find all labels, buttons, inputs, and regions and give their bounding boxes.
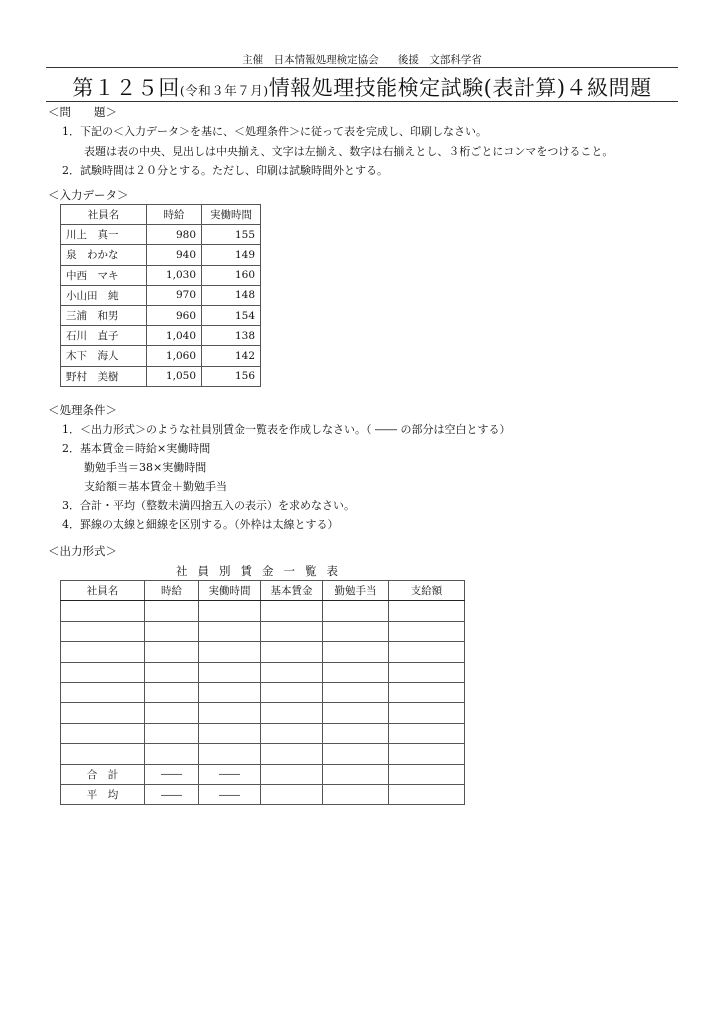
employee-name: 川上 真一: [61, 225, 147, 245]
work-hours: 138: [202, 326, 261, 346]
col-header-name: 社員名: [61, 205, 147, 225]
input-header-row: [61, 205, 261, 225]
table-row: [61, 682, 465, 702]
hourly-wage: 1,060: [147, 346, 202, 366]
conditions-heading: ＜処理条件＞: [48, 403, 117, 417]
work-hours: 149: [202, 245, 261, 265]
work-hours: 160: [202, 265, 261, 285]
table-row: [61, 285, 261, 305]
hourly-wage: 1,040: [147, 326, 202, 346]
employee-name: 泉 わかな: [61, 245, 147, 265]
hourly-wage: 980: [147, 225, 202, 245]
table-row: [61, 245, 261, 265]
problem-line-3: 2．試験時間は２０分とする。ただし、印刷は試験時間外とする。: [62, 164, 388, 177]
blank-marker: ――: [145, 764, 199, 784]
title-rest: 情報処理技能検定試験(表計算)４級問題: [268, 76, 652, 100]
employee-name: 野村 美樹: [61, 366, 147, 386]
employee-name: 中西 マキ: [61, 265, 147, 285]
table-row: [61, 366, 261, 386]
supporter-text: 後援 文部科学省: [397, 54, 482, 66]
out-col-allowance: 勤勉手当: [323, 581, 389, 601]
top-rule: [46, 67, 678, 68]
out-col-wage: 時給: [145, 581, 199, 601]
employee-name: 三浦 和男: [61, 305, 147, 325]
hourly-wage: 1,030: [147, 265, 202, 285]
work-hours: 142: [202, 346, 261, 366]
table-row: [61, 621, 465, 641]
table-row: [61, 225, 261, 245]
condition-line-5: 3．合計・平均（整数未満四捨五入の表示）を求めなさい。: [62, 499, 355, 512]
input-data-table: [60, 204, 261, 387]
table-row: [61, 305, 261, 325]
employee-name: 石川 直子: [61, 326, 147, 346]
average-row: [61, 784, 465, 804]
col-header-wage: 時給: [147, 205, 202, 225]
output-format-heading: ＜出力形式＞: [48, 544, 117, 558]
employee-name: 木下 海人: [61, 346, 147, 366]
hourly-wage: 1,050: [147, 366, 202, 386]
problem-line-1: 1．下記の＜入力データ＞を基に、＜処理条件＞に従って表を完成し、印刷しなさい。: [62, 125, 487, 138]
condition-line-2: 2．基本賃金＝時給×実働時間: [62, 442, 211, 455]
average-label: 平 均: [61, 784, 145, 804]
table-row: [61, 642, 465, 662]
out-col-hours: 実働時間: [199, 581, 261, 601]
out-col-name: 社員名: [61, 581, 145, 601]
table-row: [61, 662, 465, 682]
organizer-text: 主催 日本情報処理検定協会: [242, 54, 379, 66]
col-header-hours: 実働時間: [202, 205, 261, 225]
condition-line-4: 支給額＝基本賃金＋勤勉手当: [84, 480, 227, 493]
problem-heading: ＜問 題＞: [48, 105, 117, 119]
work-hours: 156: [202, 366, 261, 386]
page-title: [46, 72, 678, 102]
condition-line-1: 1．＜出力形式＞のような社員別賃金一覧表を作成しなさい。（ ―― の部分は空白とする）: [62, 423, 511, 436]
hourly-wage: 960: [147, 305, 202, 325]
title-era: (令和３年７月): [179, 83, 269, 98]
organizer-line: [0, 52, 724, 67]
total-row: [61, 764, 465, 784]
work-hours: 155: [202, 225, 261, 245]
condition-line-3: 勤勉手当＝38×実働時間: [84, 461, 207, 474]
hourly-wage: 940: [147, 245, 202, 265]
employee-name: 小山田 純: [61, 285, 147, 305]
blank-marker: ――: [199, 784, 261, 804]
work-hours: 148: [202, 285, 261, 305]
problem-line-2: 表題は表の中央、見出しは中央揃え、文字は左揃え、数字は右揃えとし、３桁ごとにコンマをつけること。: [84, 145, 614, 158]
table-row: [61, 346, 261, 366]
title-rule: [46, 101, 678, 102]
blank-marker: ――: [199, 764, 261, 784]
work-hours: 154: [202, 305, 261, 325]
table-row: [61, 326, 261, 346]
input-data-heading: ＜入力データ＞: [48, 188, 129, 202]
blank-marker: ――: [145, 784, 199, 804]
output-table-title: 社員別賃金一覧表: [176, 564, 348, 578]
condition-line-6: 4．罫線の太線と細線を区別する。（外枠は太線とする）: [62, 518, 339, 531]
table-row: [61, 744, 465, 764]
output-header-row: [61, 581, 465, 601]
table-row: [61, 723, 465, 743]
out-col-base-pay: 基本賃金: [261, 581, 323, 601]
title-number: 第１２５回: [72, 76, 180, 100]
hourly-wage: 970: [147, 285, 202, 305]
table-row: [61, 601, 465, 621]
out-col-total-pay: 支給額: [389, 581, 465, 601]
output-format-table: [60, 580, 465, 805]
total-label: 合 計: [61, 764, 145, 784]
table-row: [61, 703, 465, 723]
table-row: [61, 265, 261, 285]
